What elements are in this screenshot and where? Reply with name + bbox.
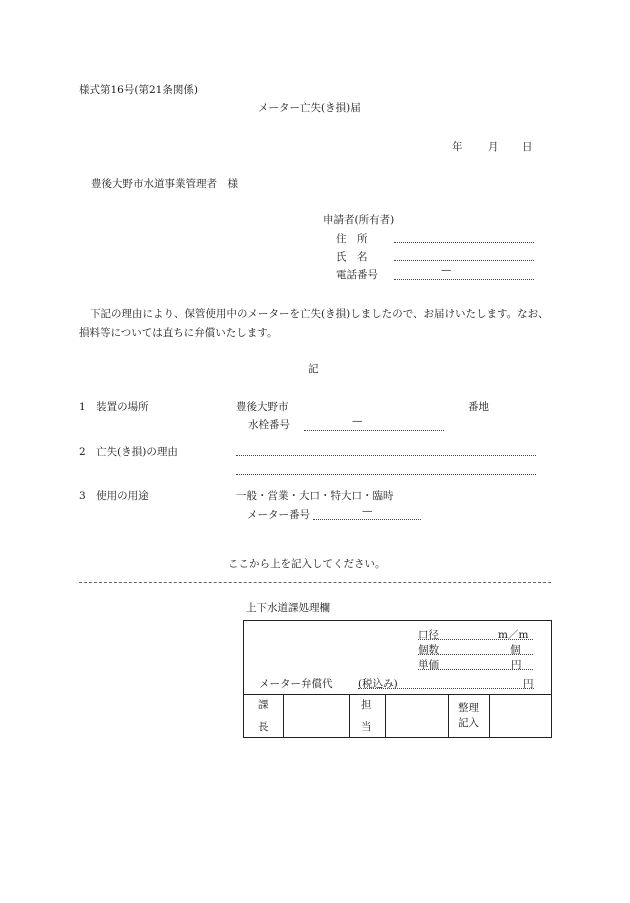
phone-label: 電話番号 [336, 269, 378, 281]
compensation-label: メーター弁償代 [259, 678, 333, 690]
item3-label: 3 使用の用途 [79, 490, 149, 502]
phone-separator: — [441, 264, 452, 276]
compensation-unit: 円 [523, 678, 534, 690]
chief-label-1: 課 [258, 699, 269, 711]
stamp-divider-2 [349, 694, 350, 737]
reason-field-line2[interactable] [236, 474, 536, 475]
ledger-label-2: 記入 [458, 717, 479, 729]
diameter-label: 口径 [418, 629, 439, 641]
item1-label: 1 装置の場所 [79, 401, 149, 413]
applicant-heading: 申請者(所有者) [323, 214, 395, 226]
count-unit: 個 [510, 644, 521, 656]
name-field[interactable] [394, 260, 534, 261]
reason-field-line1[interactable] [236, 455, 536, 456]
hydrant-number-field[interactable] [304, 430, 444, 431]
diameter-unit: m／m [498, 629, 529, 641]
item1-banchi: 番地 [468, 401, 489, 413]
address-label: 住 所 [336, 233, 368, 245]
chief-stamp-cell[interactable] [284, 696, 348, 736]
staff-label-2: 当 [361, 721, 372, 733]
document-title: メーター亡失(き損)届 [258, 102, 361, 114]
unit-price-label: 単価 [418, 659, 439, 671]
unit-price-unit: 円 [511, 659, 522, 671]
date-year: 年 [452, 141, 463, 153]
ledger-label-1: 整理 [458, 702, 479, 714]
fill-above-note: ここから上を記入してください。 [228, 558, 386, 570]
tax-included-label: (税込み) [358, 678, 398, 690]
item1-city: 豊後大野市 [236, 401, 289, 413]
count-label: 個数 [418, 644, 439, 656]
cut-line [79, 582, 551, 583]
ki-heading: 記 [308, 363, 319, 375]
office-heading: 上下水道課処理欄 [246, 602, 330, 614]
addressee: 豊後大野市水道事業管理者 様 [91, 178, 238, 190]
count-field[interactable] [418, 654, 533, 655]
hydrant-label: 水栓番号 [248, 419, 290, 431]
meter-number-separator: — [362, 505, 373, 517]
body-text: 下記の理由により、保管使用中のメーターを亡失(き損)しましたので、お届けいたします。なお、損料等については直ちに弁償いたします。 [79, 308, 549, 339]
unit-price-field[interactable] [418, 669, 533, 670]
chief-label-2: 長 [258, 721, 269, 733]
name-label: 氏 名 [336, 251, 368, 263]
form-number: 様式第16号(第21条関係) [79, 84, 198, 96]
date-day: 日 [522, 141, 533, 153]
staff-stamp-cell[interactable] [386, 696, 447, 736]
item2-label: 2 亡失(き損)の理由 [79, 446, 178, 458]
usage-options[interactable]: 一般・営業・大口・特大口・臨時 [236, 490, 394, 502]
date-month: 月 [488, 141, 499, 153]
phone-field[interactable] [394, 279, 534, 280]
hydrant-separator: — [352, 415, 363, 427]
address-field[interactable] [394, 242, 534, 243]
compensation-field[interactable] [358, 688, 534, 689]
diameter-field[interactable] [418, 639, 533, 640]
meter-number-field[interactable] [313, 519, 421, 520]
meter-number-label: メーター番号 [247, 509, 310, 521]
stamp-row-divider [243, 694, 551, 695]
ledger-stamp-cell[interactable] [490, 696, 549, 736]
stamp-divider-4 [448, 694, 449, 737]
staff-label-1: 担 [361, 699, 372, 711]
